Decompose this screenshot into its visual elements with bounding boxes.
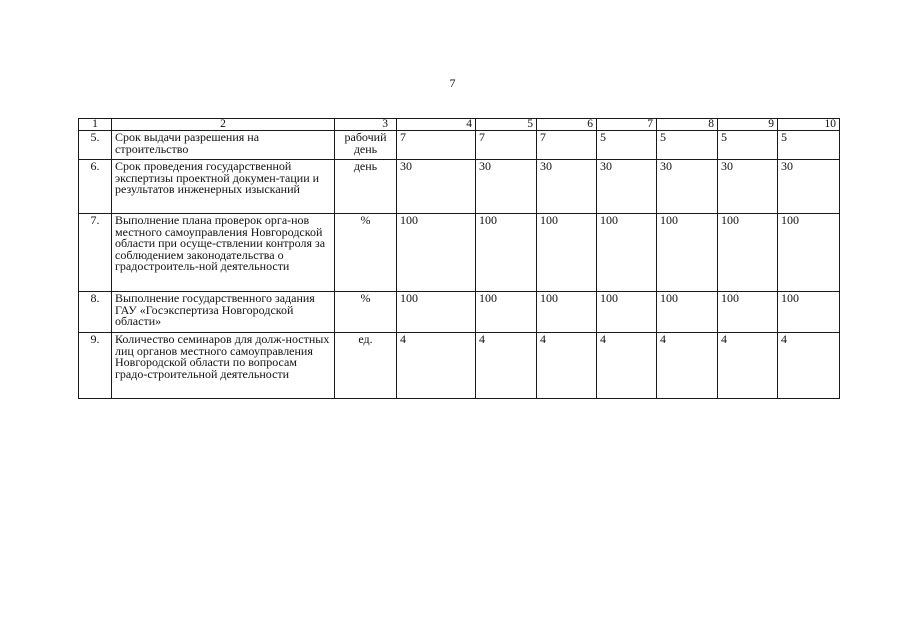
value-cell: 100 bbox=[397, 292, 476, 333]
column-header: 10 bbox=[778, 119, 840, 131]
value-cell: 100 bbox=[718, 292, 778, 333]
table-row bbox=[79, 214, 840, 292]
page-number: 7 bbox=[449, 76, 456, 90]
value-cell: 100 bbox=[597, 214, 657, 292]
value-cell: 4 bbox=[597, 333, 657, 399]
column-header: 5 bbox=[476, 119, 537, 131]
value-cell: 7 bbox=[476, 131, 537, 160]
unit-cell: % bbox=[335, 214, 397, 292]
indicator-name: Выполнение плана проверок орга-нов местного самоуправления Новгородской области при осуще-ствлении контроля за соблюдением законодательства о градостроитель-ной деятельности bbox=[112, 214, 335, 292]
column-header: 9 bbox=[718, 119, 778, 131]
row-number: 8. bbox=[79, 292, 112, 333]
value-cell: 4 bbox=[657, 333, 718, 399]
unit-cell: ед. bbox=[335, 333, 397, 399]
table-row bbox=[79, 292, 840, 333]
value-cell: 7 bbox=[537, 131, 597, 160]
value-cell: 4 bbox=[778, 333, 840, 399]
row-number: 6. bbox=[79, 160, 112, 214]
row-number: 9. bbox=[79, 333, 112, 399]
value-cell: 30 bbox=[778, 160, 840, 214]
value-cell: 100 bbox=[778, 292, 840, 333]
value-cell: 7 bbox=[397, 131, 476, 160]
value-cell: 30 bbox=[718, 160, 778, 214]
value-cell: 100 bbox=[597, 292, 657, 333]
value-cell: 100 bbox=[397, 214, 476, 292]
column-header: 3 bbox=[335, 119, 397, 131]
indicator-name: Срок выдачи разрешения на строительство bbox=[112, 131, 335, 160]
value-cell: 4 bbox=[537, 333, 597, 399]
indicator-name: Срок проведения государственной экспертизы проектной докумен-тации и результатов инженерных изысканий bbox=[112, 160, 335, 214]
value-cell: 30 bbox=[397, 160, 476, 214]
value-cell: 4 bbox=[397, 333, 476, 399]
unit-cell: % bbox=[335, 292, 397, 333]
value-cell: 30 bbox=[537, 160, 597, 214]
value-cell: 100 bbox=[537, 214, 597, 292]
table-row bbox=[79, 333, 840, 399]
row-number: 5. bbox=[79, 131, 112, 160]
table-row bbox=[79, 131, 840, 160]
value-cell: 30 bbox=[657, 160, 718, 214]
value-cell: 100 bbox=[778, 214, 840, 292]
value-cell: 5 bbox=[778, 131, 840, 160]
unit-cell: день bbox=[335, 160, 397, 214]
value-cell: 100 bbox=[718, 214, 778, 292]
value-cell: 4 bbox=[718, 333, 778, 399]
indicator-name: Количество семинаров для долж-ностных лиц органов местного самоуправления Новгородской области по вопросам градо-строительной деятельности bbox=[112, 333, 335, 399]
value-cell: 100 bbox=[476, 292, 537, 333]
indicator-name: Выполнение государственного задания ГАУ «Госэкспертиза Новгородской области» bbox=[112, 292, 335, 333]
column-header: 8 bbox=[657, 119, 718, 131]
value-cell: 5 bbox=[718, 131, 778, 160]
table-row bbox=[79, 160, 840, 214]
value-cell: 5 bbox=[657, 131, 718, 160]
value-cell: 30 bbox=[597, 160, 657, 214]
value-cell: 100 bbox=[657, 214, 718, 292]
value-cell: 100 bbox=[476, 214, 537, 292]
row-number: 7. bbox=[79, 214, 112, 292]
unit-cell: рабочий день bbox=[335, 131, 397, 160]
value-cell: 100 bbox=[537, 292, 597, 333]
column-header: 4 bbox=[397, 119, 476, 131]
column-header: 2 bbox=[112, 119, 335, 131]
column-header: 6 bbox=[537, 119, 597, 131]
column-header: 1 bbox=[79, 119, 112, 131]
value-cell: 5 bbox=[597, 131, 657, 160]
value-cell: 100 bbox=[657, 292, 718, 333]
value-cell: 30 bbox=[476, 160, 537, 214]
header-row bbox=[79, 119, 840, 131]
column-header: 7 bbox=[597, 119, 657, 131]
indicators-table bbox=[78, 118, 840, 399]
value-cell: 4 bbox=[476, 333, 537, 399]
